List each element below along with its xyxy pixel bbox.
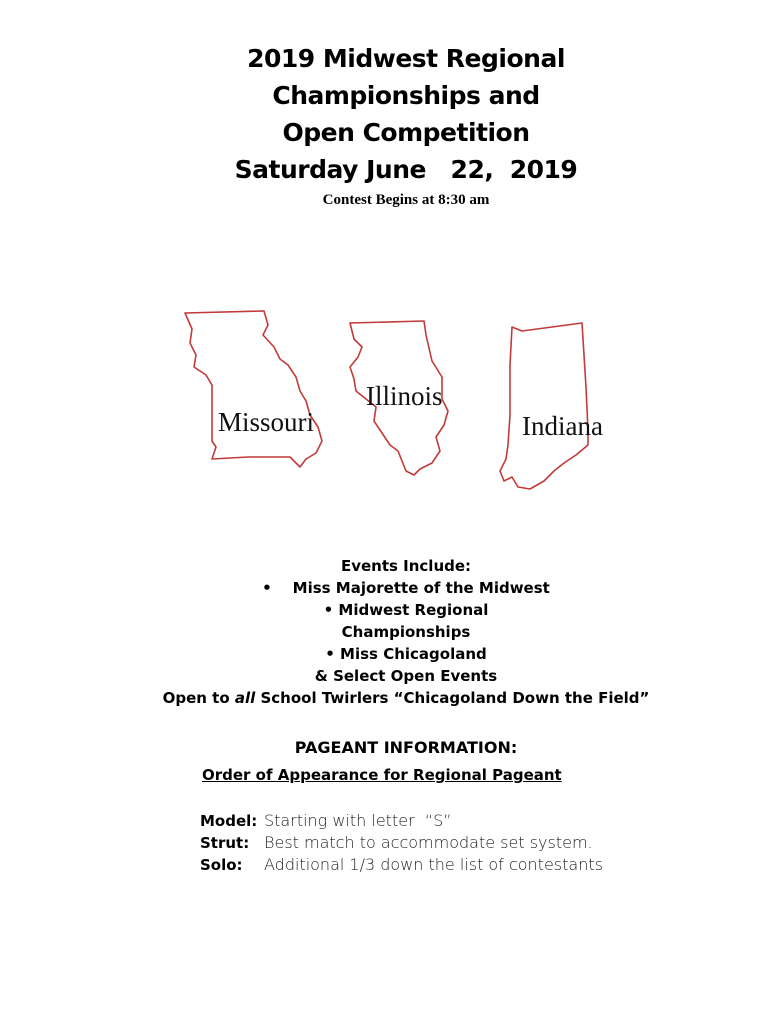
indiana-label: Indiana [522,411,603,441]
missouri-label: Missouri [218,407,315,437]
pageant-rules [200,810,603,876]
bullet-icon: • [325,645,341,663]
event-item: & Select Open Events [314,667,498,685]
rule-solo [200,854,603,876]
event-item: • Miss Majorette of the Midwest [262,579,550,597]
state-map-svg [150,295,630,505]
title-line-2: Championships and [272,81,540,110]
rule-label: Solo: [200,856,243,874]
missouri-outline [185,311,322,467]
event-item-continuation: Championships [341,623,471,641]
rule-text: Best match to accommodate set system. [264,833,593,852]
rule-model [200,810,603,832]
order-of-appearance-heading: Order of Appearance for Regional Pageant [202,766,562,784]
pageant-info-heading: PAGEANT INFORMATION: [294,738,518,757]
page-title [0,40,770,188]
rule-text: Additional 1/3 down the list of contestants [264,855,603,874]
contest-start-time: Contest Begins at 8:30 am [322,192,490,208]
bullet-icon: • [262,579,293,597]
state-map-illustration [150,295,630,505]
events-section [0,555,770,709]
rule-label: Strut: [200,834,250,852]
rule-text: Starting with letter “S” [264,811,452,830]
indiana-outline [500,323,588,489]
bullet-icon: • [323,601,339,619]
events-heading: Events Include: [340,557,472,575]
rule-strut [200,832,603,854]
rule-label: Model: [200,812,258,830]
title-line-1: 2019 Midwest Regional [247,44,565,73]
event-item: • Midwest Regional [323,601,489,619]
event-item: • Miss Chicagoland [325,645,487,663]
open-to-all-line: Open to all School Twirlers “Chicagoland Down the Field” [162,689,650,707]
title-line-3: Open Competition [282,118,530,147]
illinois-label: Illinois [366,381,443,411]
title-line-4: Saturday June 22, 2019 [234,155,578,184]
